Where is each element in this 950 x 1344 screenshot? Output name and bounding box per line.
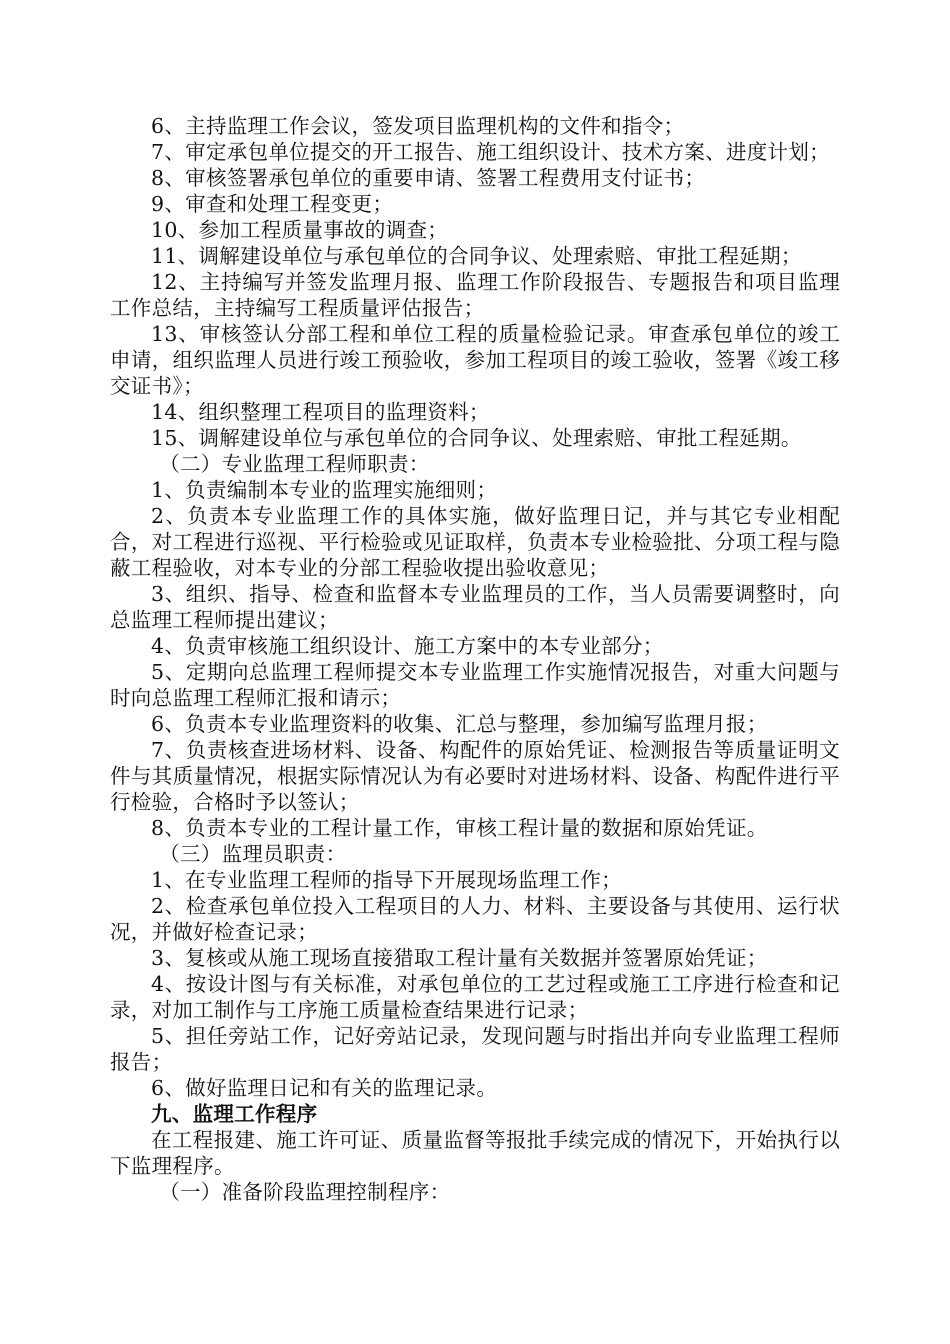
paragraph: 4、负责审核施工组织设计、施工方案中的本专业部分； [151, 634, 664, 658]
paragraph: 5、担任旁站工作，记好旁站记录，发现问题与时指出并向专业监理工程师报告； [110, 1024, 840, 1074]
subsection-title: （一）准备阶段监理控制程序： [159, 1180, 451, 1204]
document-page [110, 113, 840, 1205]
subsection-title: （三）监理员职责： [159, 842, 347, 866]
paragraph: 6、负责本专业监理资料的收集、汇总与整理，参加编写监理月报； [151, 712, 768, 736]
paragraph: 1、负责编制本专业的监理实施细则； [151, 478, 498, 502]
paragraph: 7、审定承包单位提交的开工报告、施工组织设计、技术方案、进度计划； [151, 140, 830, 164]
paragraph: 8、负责本专业的工程计量工作，审核工程计量的数据和原始凭证。 [151, 816, 768, 840]
paragraph: 8、审核签署承包单位的重要申请、签署工程费用支付证书； [151, 166, 706, 190]
paragraph: 14、组织整理工程项目的监理资料； [151, 400, 490, 424]
paragraph: 3、组织、指导、检查和监督本专业监理员的工作，当人员需要调整时，向总监理工程师提出建议； [110, 582, 840, 632]
paragraph: 13、审核签认分部工程和单位工程的质量检验记录。审查承包单位的竣工申请，组织监理人员进行竣工预验收，参加工程项目的竣工验收，签署《竣工移交证书》； [110, 322, 840, 398]
paragraph: 1、在专业监理工程师的指导下开展现场监理工作； [151, 868, 622, 892]
subsection-title: （二）专业监理工程师职责： [159, 452, 430, 476]
paragraph: 12、主持编写并签发监理月报、监理工作阶段报告、专题报告和项目监理工作总结，主持编写工程质量评估报告； [110, 270, 840, 320]
paragraph: 在工程报建、施工许可证、质量监督等报批手续完成的情况下，开始执行以下监理程序。 [110, 1128, 840, 1178]
paragraph: 7、负责核查进场材料、设备、构配件的原始凭证、检测报告等质量证明文件与其质量情况，根据实际情况认为有必要时对进场材料、设备、构配件进行平行检验，合格时予以签认； [110, 738, 840, 814]
paragraph: 4、按设计图与有关标准，对承包单位的工艺过程或施工工序进行检查和记录，对加工制作与工序施工质量检查结果进行记录； [110, 972, 840, 1022]
paragraph: 10、参加工程质量事故的调查； [151, 218, 449, 242]
paragraph: 11、调解建设单位与承包单位的合同争议、处理索赔、审批工程延期； [151, 244, 802, 268]
paragraph: 15、调解建设单位与承包单位的合同争议、处理索赔、审批工程延期。 [151, 426, 802, 450]
paragraph: 9、审查和处理工程变更； [151, 192, 394, 216]
paragraph: 6、做好监理日记和有关的监理记录。 [151, 1076, 498, 1100]
paragraph: 3、复核或从施工现场直接猎取工程计量有关数据并签署原始凭证； [151, 946, 768, 970]
paragraph: 2、检查承包单位投入工程项目的人力、材料、主要设备与其使用、运行状况，并做好检查记录； [110, 894, 840, 944]
section-heading: 九、监理工作程序 [151, 1102, 318, 1126]
paragraph: 6、主持监理工作会议，签发项目监理机构的文件和指令； [151, 114, 685, 138]
paragraph: 5、定期向总监理工程师提交本专业监理工作实施情况报告，对重大问题与时向总监理工程师汇报和请示； [110, 660, 840, 710]
paragraph: 2、负责本专业监理工作的具体实施，做好监理日记，并与其它专业相配合，对工程进行巡视、平行检验或见证取样，负责本专业检验批、分项工程与隐蔽工程验收，对本专业的分部工程验收提出验收意见； [110, 504, 840, 580]
